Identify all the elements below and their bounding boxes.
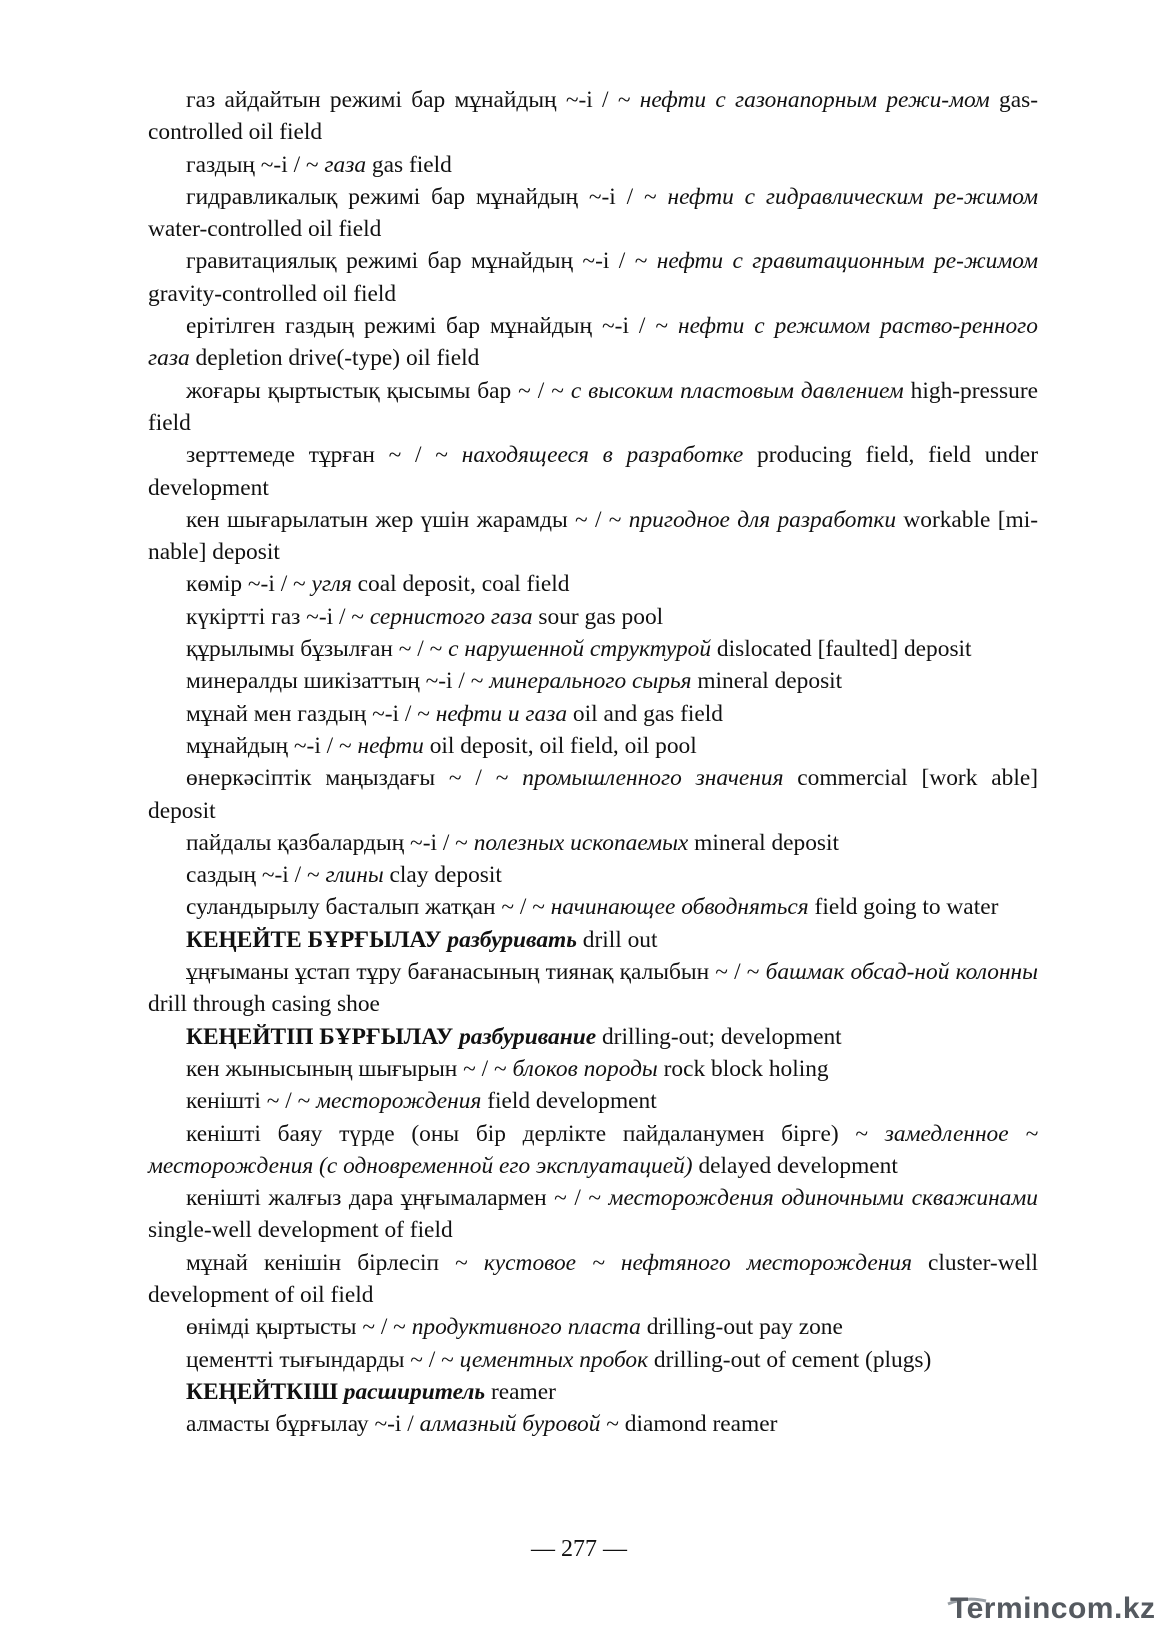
- entry-text: ~ diamond reamer: [600, 1411, 778, 1438]
- russian-term: газа: [324, 151, 367, 178]
- entry-text: өнеркәсіптік маңыздағы ~ / ~: [186, 765, 523, 792]
- entry-text: мұнай кенішін бірлесіп ~: [186, 1249, 484, 1276]
- russian-term: пригодное для разработки: [628, 506, 897, 533]
- dictionary-entry: [148, 1247, 1038, 1312]
- dictionary-entry: [148, 310, 1038, 375]
- page-number: — 277 —: [531, 1536, 627, 1562]
- entry-text: кен шығарылатын жер үшін жарамды ~ / ~: [186, 506, 629, 533]
- entry-text: мұнайдың ~-і / ~: [186, 732, 358, 759]
- entry-text: high-pressure field: [148, 377, 1038, 436]
- entry-text: drilling-out; development: [596, 1023, 842, 1050]
- entry-text: reamer: [485, 1378, 556, 1405]
- entry-text: field going to water: [808, 894, 999, 921]
- entry-text: cluster-well development of oil field: [148, 1249, 1038, 1308]
- russian-term: замедленное ~ месторождения (с одновременной его эксплуатацией): [148, 1120, 1038, 1179]
- entry-text: саздың ~-і / ~: [186, 862, 326, 889]
- entry-text: gravity-controlled oil field: [148, 280, 397, 307]
- headword: КЕҢЕЙТІП БҰРҒЫЛАУ: [186, 1023, 454, 1050]
- dictionary-entry: [148, 1182, 1038, 1247]
- entry-text: delayed development: [692, 1152, 898, 1179]
- entry-text: gas-controlled oil field: [148, 87, 1038, 146]
- dictionary-entry: [148, 439, 1038, 504]
- russian-term: цементных пробок: [459, 1346, 649, 1373]
- entry-text: ерітілген газдың режимі бар мұнайдың ~-і / ~: [186, 313, 679, 340]
- russian-term: угля: [311, 571, 352, 598]
- entry-text: field development: [481, 1088, 657, 1115]
- dictionary-entry: [148, 762, 1038, 827]
- entry-text: producing field, field under development: [148, 442, 1038, 501]
- entry-text: гравитациялық режимі бар мұнайдың ~-і / ~: [186, 248, 657, 275]
- russian-term: минерального сырья: [489, 668, 692, 695]
- russian-term: нефти с гидравлическим ре-жимом: [667, 183, 1038, 210]
- russian-term: алмазный буровой: [419, 1411, 601, 1438]
- russian-term: месторождения: [316, 1088, 482, 1115]
- entry-text: single-well development of field: [148, 1217, 453, 1244]
- russian-term: с высоким пластовым давлением: [570, 377, 904, 404]
- dictionary-entry: [148, 84, 1038, 149]
- russian-term: продуктивного пласта: [411, 1314, 641, 1341]
- russian-term: сернистого газа: [369, 603, 533, 630]
- dictionary-entry: [148, 375, 1038, 440]
- russian-term: промышленного значения: [522, 765, 784, 792]
- entry-text: ұңғыманы ұстап тұру бағанасының тиянақ қалыбын ~ / ~: [186, 959, 766, 986]
- entry-text: зерттемеде тұрған ~ / ~: [186, 442, 462, 469]
- entry-text: mineral deposit: [688, 829, 840, 856]
- headword-russian: расширитель: [343, 1378, 486, 1405]
- russian-term: кустовое ~ нефтяного месторождения: [483, 1249, 912, 1276]
- dictionary-entry: [148, 730, 1038, 762]
- entry-text: gas field: [366, 151, 452, 178]
- entry-text: кен жынысының шығырын ~ / ~: [186, 1055, 513, 1082]
- entry-text: oil and gas field: [567, 700, 723, 727]
- dictionary-entry: [148, 859, 1038, 891]
- russian-term: начинающее обводняться: [550, 894, 809, 921]
- entry-text: кеніштi ~ / ~: [186, 1088, 317, 1115]
- entry-text: drilling-out pay zone: [640, 1314, 843, 1341]
- entry-text: алмасты бұрғылау ~-і /: [186, 1411, 420, 1438]
- russian-term: нефти: [357, 732, 424, 759]
- entry-text: гидравликалық режимі бар мұнайдың ~-і / ~: [186, 183, 668, 210]
- entry-text: мұнай мен газдың ~-і / ~: [186, 700, 436, 727]
- entry-text: суландырылу басталып жатқан ~ / ~: [186, 894, 551, 921]
- dictionary-entry: [148, 601, 1038, 633]
- entry-text: жоғары қыртыстық қысымы бар ~ / ~: [186, 377, 571, 404]
- russian-term: блоков породы: [512, 1055, 658, 1082]
- entry-text: workable [mi-nable] deposit: [148, 506, 1038, 566]
- dictionary-entry: [148, 698, 1038, 730]
- dictionary-text: [148, 84, 1038, 1440]
- entry-text: газ айдайтын режимі бар мұнайдың ~-і / ~: [186, 87, 640, 113]
- logo-text: Termincom.kz: [950, 1592, 1156, 1625]
- russian-term: нефти с газонапорным режи-мом: [639, 87, 990, 113]
- entry-text: кеніштi жалғыз дара ұңғымалармен ~ / ~: [186, 1185, 609, 1212]
- entry-text: drill through casing shoe: [148, 991, 380, 1018]
- entry-text: минералды шикізаттың ~-і / ~: [186, 668, 490, 695]
- entry-text: газдың ~-і / ~: [186, 151, 325, 178]
- entry-text: drill out: [576, 926, 658, 953]
- entry-text: өнімді қыртысты ~ / ~: [186, 1314, 412, 1341]
- entry-text: mineral deposit: [691, 668, 843, 695]
- headword-russian: разбуривание: [459, 1023, 597, 1050]
- entry-text: water-controlled oil field: [148, 216, 382, 243]
- entry-text: dislocated [faulted] deposit: [711, 636, 972, 663]
- termincom-logo[interactable]: [946, 1592, 1156, 1632]
- dictionary-entry: [148, 1408, 1038, 1440]
- entry-text: sour gas pool: [532, 603, 664, 630]
- dictionary-entry: [148, 504, 1038, 569]
- entry-text: oil deposit, oil field, oil pool: [423, 732, 697, 759]
- dictionary-entry: [148, 245, 1038, 310]
- entry-text: drilling-out of cement (plugs): [648, 1346, 932, 1373]
- dictionary-entry: [148, 1118, 1038, 1183]
- dictionary-entry: [148, 1085, 1038, 1117]
- dictionary-entry: [148, 1344, 1038, 1376]
- entry-text: күкіртті газ ~-і / ~: [186, 603, 370, 630]
- dictionary-entry: [148, 149, 1038, 181]
- headword-russian: разбуривать: [447, 926, 577, 953]
- russian-term: месторождения одиночными скважинами: [608, 1185, 1038, 1212]
- dictionary-entry: [148, 1021, 1038, 1053]
- entry-text: coal deposit, coal field: [351, 571, 570, 598]
- dictionary-entry: [148, 665, 1038, 697]
- entry-text: цементті тығындарды ~ / ~: [186, 1346, 460, 1373]
- russian-term: находящееся в разработке: [461, 442, 744, 469]
- entry-text: rock block holing: [657, 1055, 829, 1082]
- russian-term: башмак обсад-ной колонны: [765, 959, 1039, 986]
- entry-text: пайдалы қазбалардың ~-і / ~: [186, 829, 474, 856]
- entry-text: commercial [work able] deposit: [148, 765, 1038, 824]
- entry-text: көмір ~-і / ~: [186, 571, 312, 598]
- dictionary-entry: [148, 1053, 1038, 1085]
- entry-text: құрылымы бұзылған ~ / ~: [186, 636, 449, 663]
- russian-term: нефти и газа: [435, 700, 568, 727]
- russian-term: нефти с режимом раство-ренного газа: [148, 313, 1038, 372]
- dictionary-entry: [148, 1311, 1038, 1343]
- headword: КЕҢЕЙТКІШ: [186, 1378, 338, 1405]
- dictionary-entry: [148, 568, 1038, 600]
- russian-term: с нарушенной структурой: [448, 636, 712, 663]
- headword: КЕҢЕЙТЕ БҰРҒЫЛАУ: [186, 926, 442, 953]
- russian-term: полезных ископаемых: [473, 829, 689, 856]
- dictionary-entry: [148, 891, 1038, 923]
- entry-text: кеніштi баяу түрде (оны бір дерлікте пайдаланумен бірге) ~: [186, 1120, 885, 1147]
- dictionary-entry: [148, 956, 1038, 1021]
- dictionary-entry: [148, 1376, 1038, 1408]
- dictionary-entry: [148, 181, 1038, 246]
- dictionary-entry: [148, 633, 1038, 665]
- dictionary-entry: [148, 924, 1038, 956]
- russian-term: нефти с гравитационным ре-жимом: [656, 248, 1039, 275]
- russian-term: глины: [325, 862, 384, 889]
- entry-text: clay deposit: [383, 862, 502, 889]
- entry-text: depletion drive(-type) oil field: [189, 345, 480, 372]
- dictionary-entry: [148, 827, 1038, 859]
